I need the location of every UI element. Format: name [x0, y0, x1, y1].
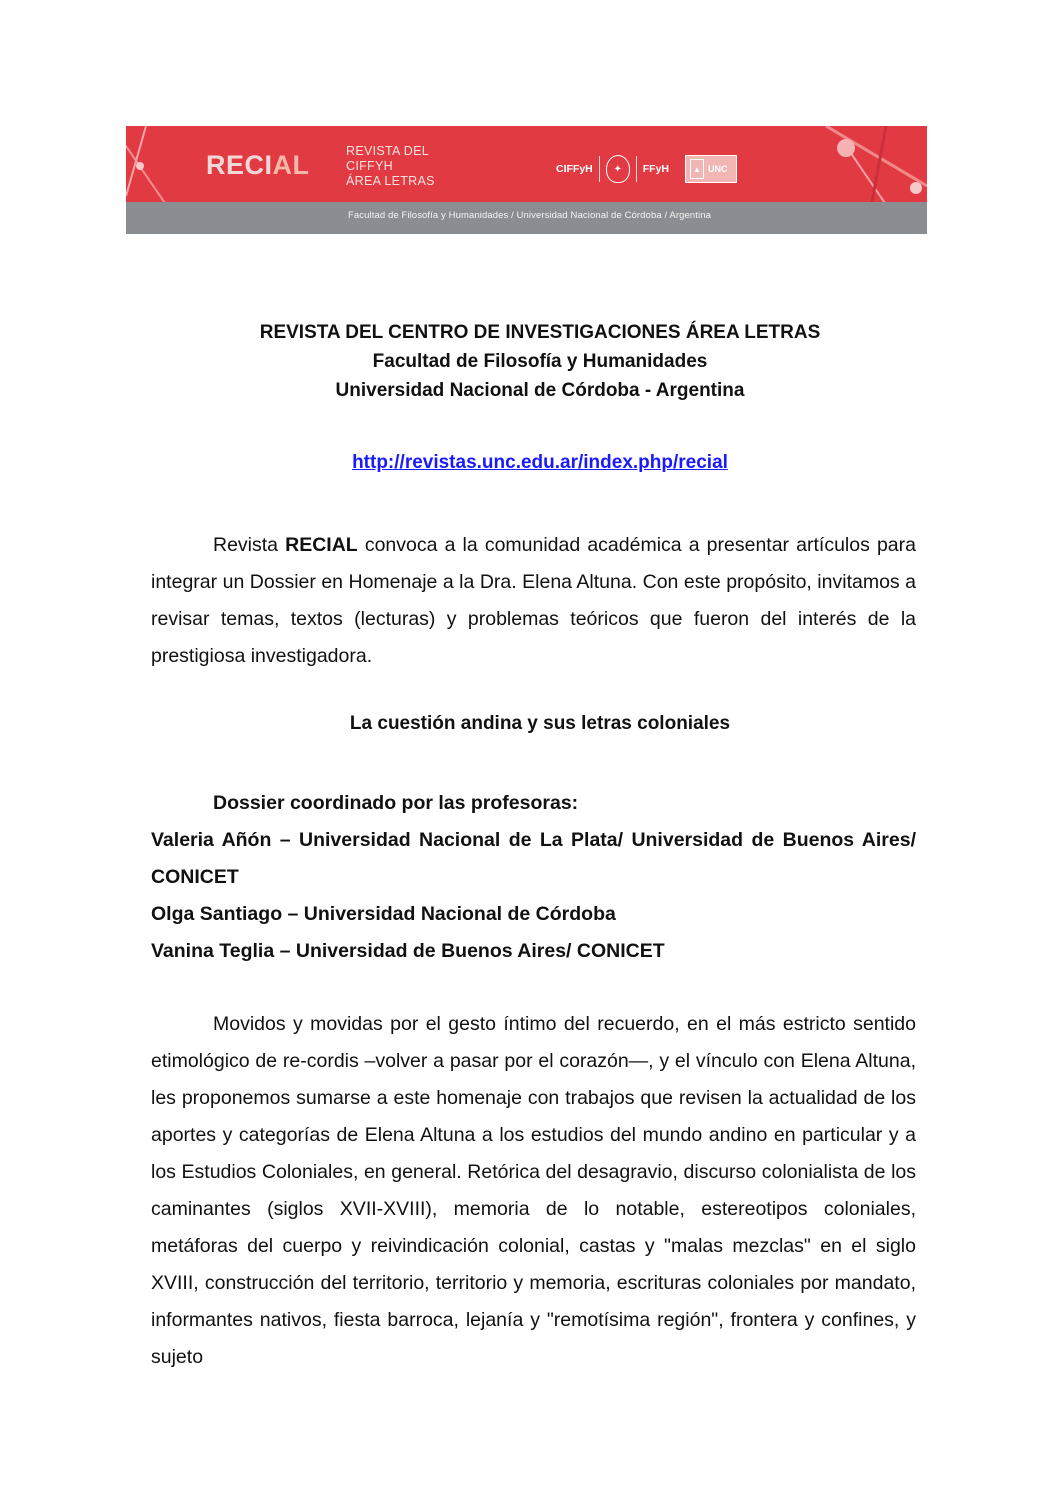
university-seal-icon: ✦ [606, 155, 630, 183]
coordinator-item: Vanina Teglia – Universidad de Buenos Aires/ CONICET [151, 940, 665, 962]
header-faculty: Facultad de Filosofía y Humanidades [372, 351, 708, 372]
logo-subtitle-line: REVISTA DEL [346, 144, 429, 158]
coordinator-item: Valeria Añón – Universidad Nacional de La Plata/ Universidad de Buenos Aires/ CONICET [151, 829, 916, 888]
header-university: Universidad Nacional de Córdoba - Argentina [335, 380, 745, 401]
logo-subtitle-line: CIFFYH [346, 159, 393, 173]
dossier-title: La cuestión andina y sus letras coloniales [349, 713, 731, 734]
unc-logo [685, 155, 737, 183]
journal-url-link[interactable]: http://revistas.unc.edu.ar/index.php/recial [352, 452, 728, 473]
recial-logo [206, 152, 310, 179]
ffyh-logo: FFyH [642, 163, 669, 175]
intro-text: convoca a la comunidad académica a presentar artículos para integrar un Dossier en Homenaje a la Dra. Elena Altuna. Con este propósito, invitamos a revisar temas, textos (lecturas) y problemas teóricos que fueron del interés de la prestigiosa investigadora. [151, 534, 916, 667]
coordinators-heading: Dossier coordinado por las profesoras: [213, 792, 579, 814]
logo-subtitle-line: ÁREA LETRAS [346, 174, 435, 188]
unc-logo-text: UNC [708, 164, 728, 174]
body-paragraph [151, 1006, 916, 1376]
logo-subtitle [346, 144, 435, 189]
divider [599, 156, 600, 182]
intro-text: Revista [213, 534, 286, 556]
recial-name: RECIAL [285, 534, 358, 556]
divider [636, 156, 637, 182]
header-title: REVISTA DEL CENTRO DE INVESTIGACIONES ÁREA LETRAS [259, 322, 821, 343]
intro-paragraph [151, 527, 916, 675]
logo-text-part1: RECI [206, 150, 273, 180]
journal-banner [126, 126, 927, 234]
unc-emblem-icon: ▲ [690, 159, 704, 179]
coordinator-item: Olga Santiago – Universidad Nacional de Córdoba [151, 903, 616, 925]
ciffyh-logo: CIFFyH [556, 163, 593, 175]
body-text: Movidos y movidas por el gesto íntimo del recuerdo, en el más estricto sentido etimológico de re-cordis –volver a pasar por el corazón—, y el vínculo con Elena Altuna, les proponemos sumarse a este homenaje con trabajos que revisen la actualidad de los aportes y categorías de Elena Altuna a los estudios del mundo andino en particular y a los Estudios Coloniales, en general. Retórica del desagravio, discurso colonialista de los caminantes (siglos XVII-XVIII), memoria de lo notable, estereotipos coloniales, metáforas del cuerpo y reivindicación colonial, castas y "malas mezclas" en el siglo XVIII, construcción del territorio, territorio y memoria, escrituras coloniales por mandato, informantes nativos, fiesta barroca, lejanía y "remotísima región", frontera y confines, y sujeto [151, 1013, 916, 1368]
partner-logos [556, 154, 737, 184]
coordinators-block [151, 785, 916, 970]
logo-text-part2: AL [272, 150, 310, 180]
banner-footer-text: Facultad de Filosofía y Humanidades / Universidad Nacional de Córdoba / Argentina [348, 210, 711, 221]
